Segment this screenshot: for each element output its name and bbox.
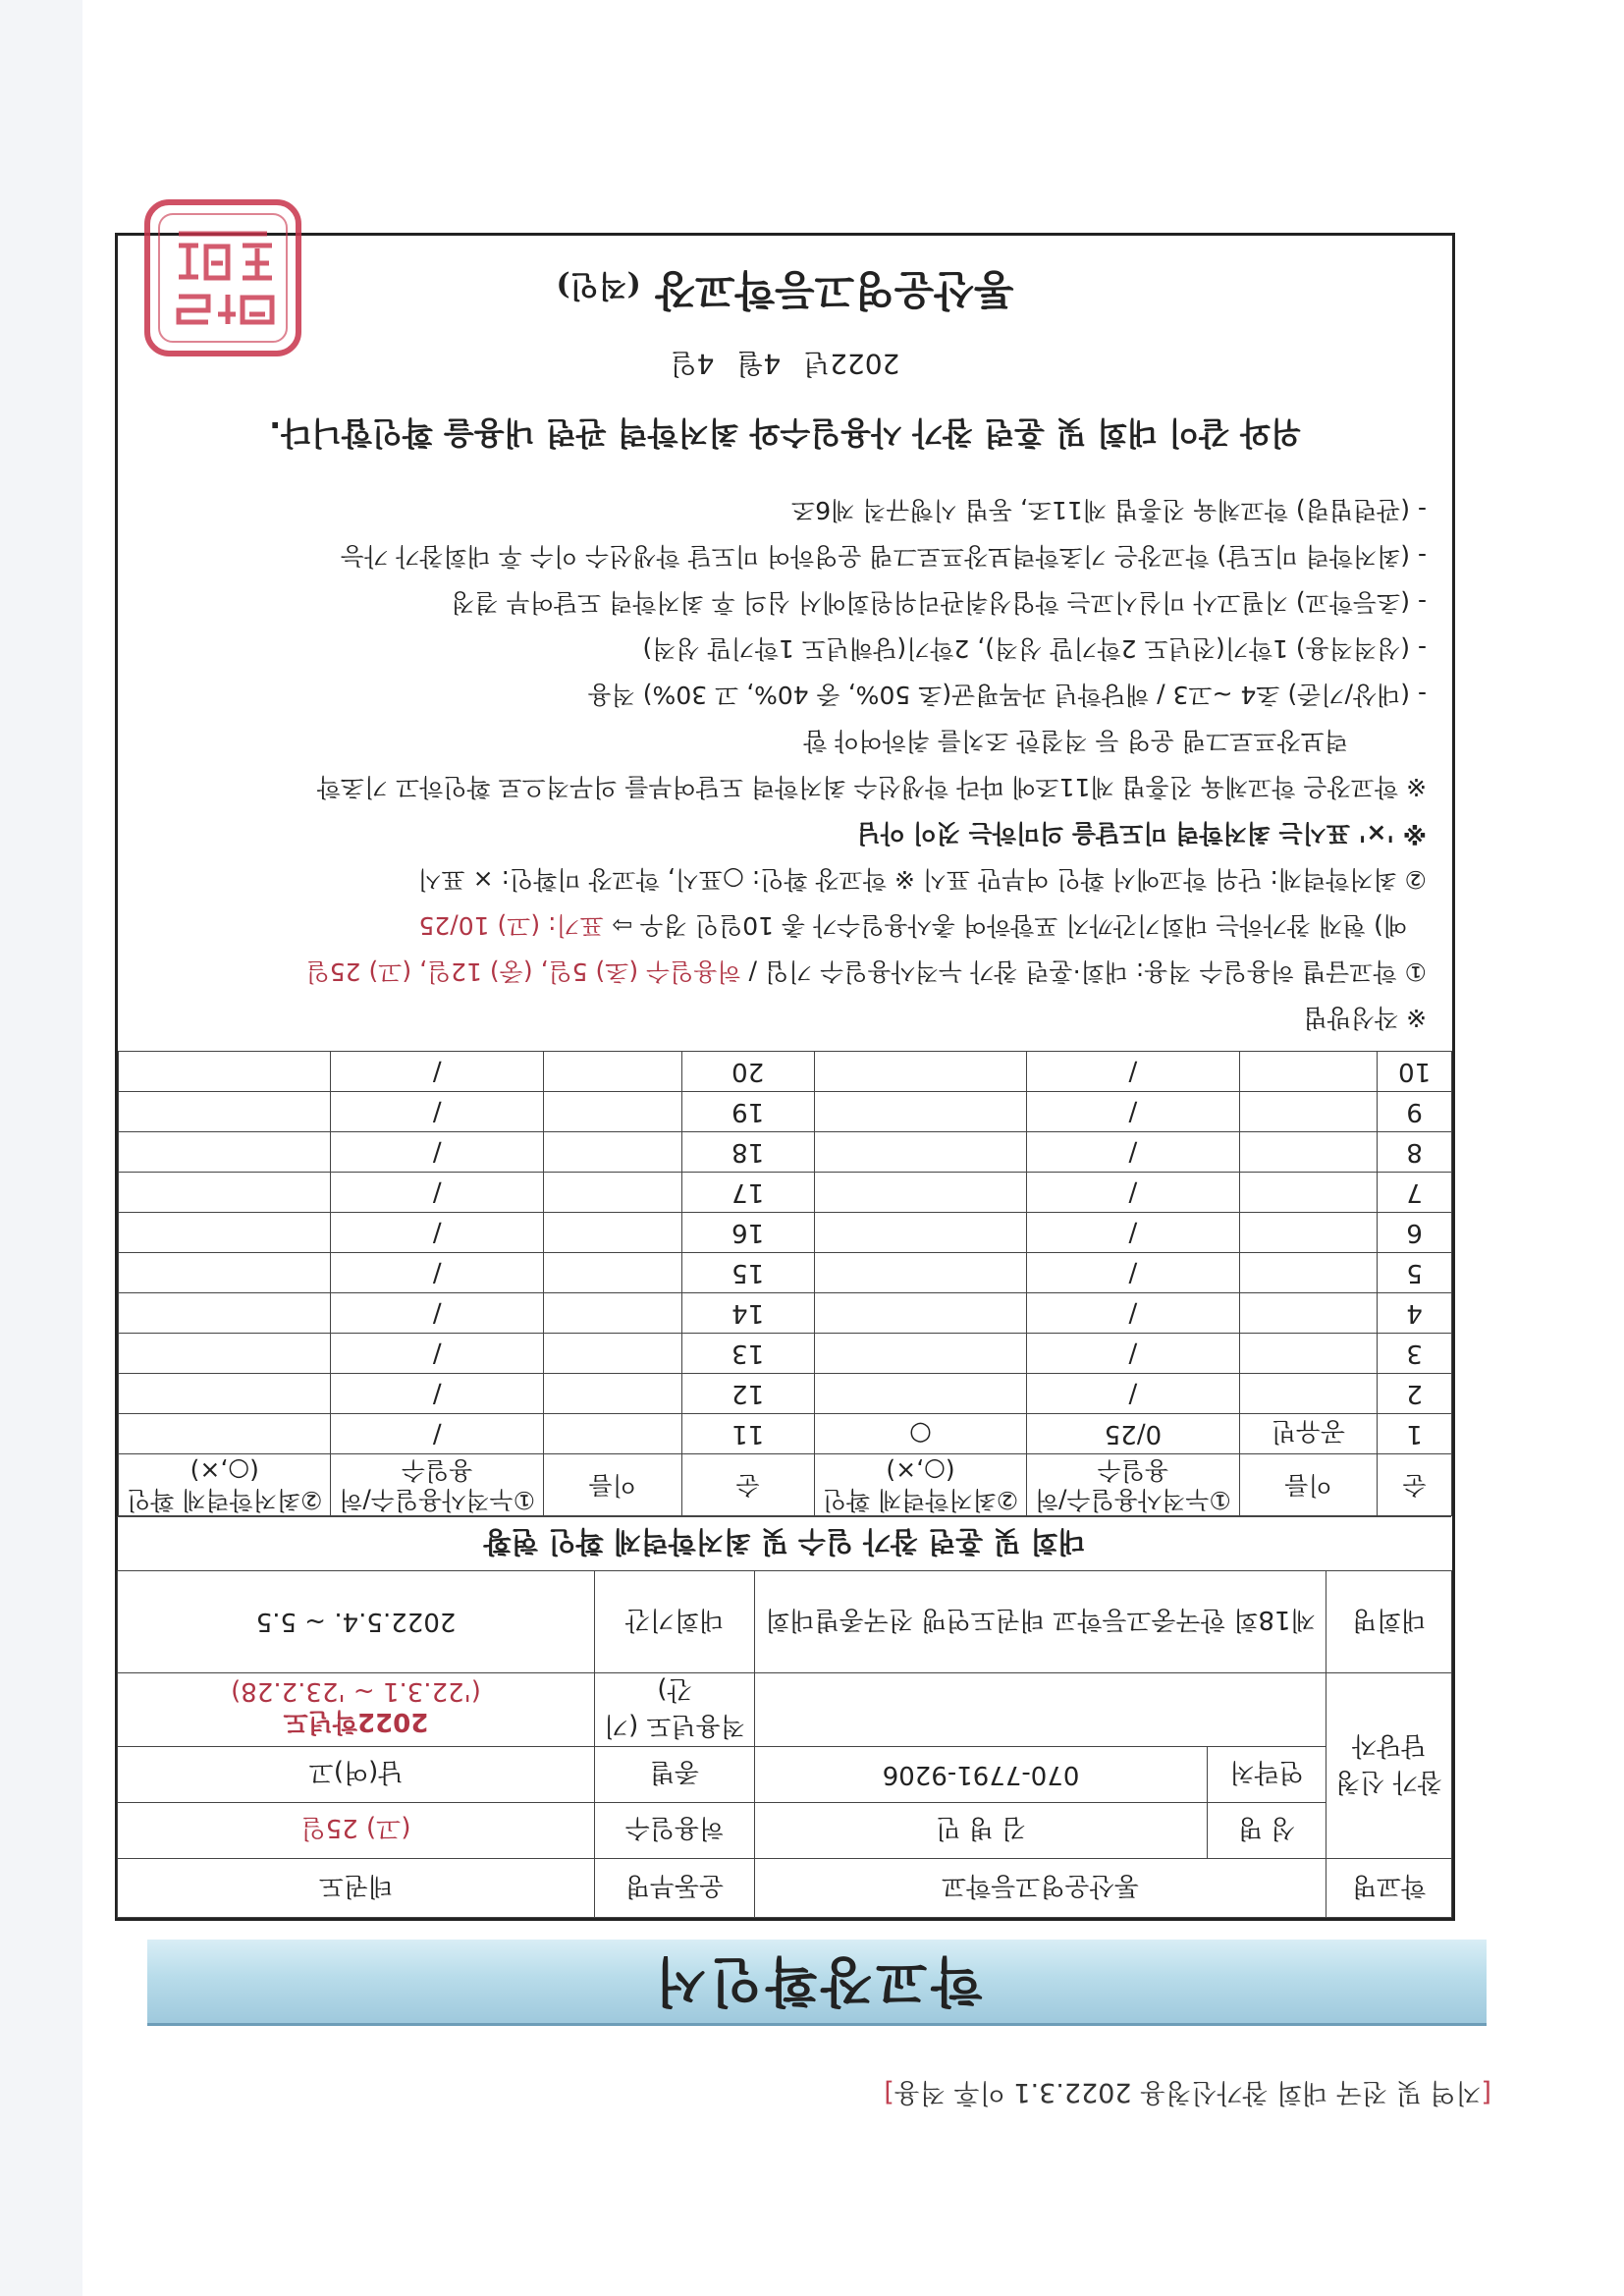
cell-days: / <box>331 1092 543 1132</box>
cell-name <box>543 1092 681 1132</box>
cell-check <box>814 1374 1026 1414</box>
event-label: 대회명 <box>1326 1571 1452 1673</box>
table-row <box>119 1414 1452 1454</box>
cell-check <box>119 1052 331 1092</box>
cell-name <box>1239 1092 1378 1132</box>
cell-no: 3 <box>1378 1334 1452 1374</box>
cell-check <box>119 1334 331 1374</box>
cell-days: / <box>331 1173 543 1213</box>
section-title: 대회 및 훈련 참가 일수 및 최저학력제 확인 현황 <box>118 1517 1452 1571</box>
document-type-text: 지역 및 전국 대회 참가신청용 2022.3.1 이후 적용 <box>893 2077 1482 2107</box>
table-row <box>119 1293 1452 1334</box>
allowed-value: (고) 25일 <box>118 1803 595 1859</box>
cell-days: / <box>331 1213 543 1253</box>
student-rows <box>119 1052 1452 1454</box>
cell-name <box>543 1374 681 1414</box>
cell-name <box>543 1253 681 1293</box>
cell-check <box>119 1374 331 1414</box>
page-title: 학교장확인서 <box>651 1950 983 2013</box>
cell-days: / <box>331 1052 543 1092</box>
cell-check: ○ <box>814 1414 1026 1454</box>
title-banner <box>147 1940 1487 2026</box>
col-no: 순 <box>1378 1454 1452 1516</box>
note-line: 력보장프로그램 운영 등 적절한 조치를 취하여야 함 <box>803 727 1348 755</box>
notes-section <box>118 487 1452 1051</box>
cell-days: / <box>1027 1052 1239 1092</box>
cell-days: / <box>1027 1374 1239 1414</box>
cell-days: / <box>1027 1173 1239 1213</box>
cell-no: 19 <box>681 1092 814 1132</box>
table-row <box>119 1374 1452 1414</box>
table-row <box>119 1253 1452 1293</box>
info-table <box>117 1516 1452 1918</box>
table-row <box>119 1173 1452 1213</box>
cell-name <box>1239 1253 1378 1293</box>
cell-name <box>543 1334 681 1374</box>
cell-name <box>1239 1213 1378 1253</box>
cell-check <box>119 1213 331 1253</box>
form-frame <box>115 233 1455 1921</box>
cell-check <box>119 1253 331 1293</box>
note-line: - (최저학력 미도달) 학교장은 기초학력보장프로그램 운영하여 미도달 학생선수 이수 후 대회참가 가능 <box>340 542 1427 571</box>
name-value: 김 병 민 <box>755 1803 1208 1859</box>
cell-days: / <box>331 1374 543 1414</box>
cell-check <box>814 1173 1026 1213</box>
cell-no: 5 <box>1378 1253 1452 1293</box>
note-line: - (초등학교) 지필고사 미실시교는 학업성취관리위원회에서 심의 후 최저학력 도달여부 결정 <box>451 588 1427 617</box>
cell-no: 12 <box>681 1374 814 1414</box>
cell-check <box>119 1293 331 1334</box>
official-seal-icon <box>139 194 306 361</box>
contact-value: 070-7791-9206 <box>755 1747 1208 1803</box>
table-row <box>119 1334 1452 1374</box>
cell-days: / <box>1027 1253 1239 1293</box>
cell-days: / <box>1027 1213 1239 1253</box>
cell-name <box>1239 1334 1378 1374</box>
note-line: ※ 학교장은 학교체육 진흥법 제11조에 따라 학생선수 최저학력 도달여부를 의무적으로 확인하고 기초학 <box>316 773 1427 801</box>
student-table <box>118 1051 1452 1516</box>
person-label: 참가 신청 담당자 <box>1326 1673 1452 1859</box>
cell-no: 2 <box>1378 1374 1452 1414</box>
type-label: 운동부명 <box>595 1859 755 1918</box>
cell-check <box>119 1414 331 1454</box>
col-days: ①누적사용일수/허용일수 <box>1027 1454 1239 1516</box>
cell-name <box>543 1052 681 1092</box>
cell-days: / <box>1027 1334 1239 1374</box>
cell-name <box>1239 1132 1378 1173</box>
school-label: 학교명 <box>1326 1859 1452 1918</box>
note-line: 예) 현재 참가하는 대회기간까지 포함하여 총사용일수가 총 10일인 경우 ⇨ 표기: (고) 10/25 <box>418 911 1407 940</box>
name-label: 성 명 <box>1208 1803 1326 1859</box>
contact-label: 연락처 <box>1208 1747 1326 1803</box>
note-line: ① 학교급별 허용일수 적용: 대회·훈련 참가 누적사용일수 기입 / 허용일수 (초) 5일, (중) 12일, (고) 25일 <box>305 957 1427 986</box>
note-line: - (관련법령) 학교체육 진흥법 제11조, 동법 시행규칙 제6조 <box>791 496 1427 524</box>
cell-check <box>119 1092 331 1132</box>
cell-no: 14 <box>681 1293 814 1334</box>
cell-days: / <box>1027 1132 1239 1173</box>
event-value: 제18회 한국중고등학교 태권도연맹 전국종별대회 <box>755 1571 1326 1673</box>
cell-days: 0/25 <box>1027 1414 1239 1454</box>
allowed-label: 허용일수 <box>595 1803 755 1859</box>
cell-check <box>814 1293 1026 1334</box>
cell-check <box>814 1253 1026 1293</box>
col-no: 순 <box>681 1454 814 1516</box>
col-name: 이름 <box>1239 1454 1378 1516</box>
cell-name <box>543 1414 681 1454</box>
cell-name: 공유빈 <box>1239 1414 1378 1454</box>
seal-mark: (직인) <box>556 268 641 302</box>
cell-name <box>1239 1052 1378 1092</box>
cell-no: 8 <box>1378 1132 1452 1173</box>
year-cell <box>118 1673 595 1747</box>
cell-no: 11 <box>681 1414 814 1454</box>
col-name: 이름 <box>543 1454 681 1516</box>
issue-date: 2022년 4월 4일 <box>670 348 900 380</box>
cell-name <box>1239 1173 1378 1213</box>
period-label: 대회기간 <box>595 1571 755 1673</box>
cell-no: 4 <box>1378 1293 1452 1334</box>
cell-name <box>1239 1293 1378 1334</box>
cell-no: 18 <box>681 1132 814 1173</box>
table-row <box>119 1052 1452 1092</box>
table-row <box>119 1132 1452 1173</box>
col-check: ②최저학력제 확인(○,×) <box>814 1454 1026 1516</box>
cell-days: / <box>331 1414 543 1454</box>
table-row <box>119 1092 1452 1132</box>
cell-no: 7 <box>1378 1173 1452 1213</box>
school-name: 통산운영고등학교 <box>755 1859 1326 1918</box>
cell-days: / <box>331 1334 543 1374</box>
cell-days: / <box>331 1293 543 1334</box>
cell-no: 6 <box>1378 1213 1452 1253</box>
table-row <box>119 1213 1452 1253</box>
period-value: 2022.5.4. ~ 5.5 <box>118 1571 595 1673</box>
note-line: ② 최저학력제: 단위 학교에서 확인 여부만 표시 ※ 학교장 확인: ○표시, 학교장 미확인: × 표시 <box>417 865 1427 894</box>
col-check: ②최저학력제 확인(○,×) <box>119 1454 331 1516</box>
cell-days: / <box>331 1253 543 1293</box>
gender-label: 종별 <box>595 1747 755 1803</box>
cell-no: 10 <box>1378 1052 1452 1092</box>
cell-days: / <box>1027 1092 1239 1132</box>
note-line: - (대상/기준) 초4 ~고3 / 해당학년 과목평균(초 50%, 중 40%, 고 30%) 적용 <box>587 681 1427 709</box>
cell-days: / <box>1027 1293 1239 1334</box>
cell-no: 1 <box>1378 1414 1452 1454</box>
cell-no: 16 <box>681 1213 814 1253</box>
cell-name <box>543 1213 681 1253</box>
cell-check <box>814 1334 1026 1374</box>
confirmation-statement: 위와 같이 대회 및 훈련 참가 사용일수와 최저학력 관련 내용을 확인합니다. <box>269 414 1301 452</box>
principal-signature <box>118 263 1452 322</box>
cell-check <box>814 1213 1026 1253</box>
col-days: ①누적사용일수/허용일수 <box>331 1454 543 1516</box>
cell-name <box>543 1293 681 1334</box>
cell-check <box>119 1132 331 1173</box>
note-line: - (성적적용) 1학기(전년도 2학기말 성적), 2학기(당해년도 1학기말 성적) <box>642 634 1427 663</box>
gender-value: 남(여)고 <box>118 1747 595 1803</box>
year-label: 적용년도 (기간) <box>595 1673 755 1747</box>
note-line: ※ '×' 표시는 최저학력 미도달을 의미하는 것이 아님 <box>856 819 1427 847</box>
document-type-label: [지역 및 전국 대회 참가신청용 2022.3.1 이후 적용] <box>884 2077 1491 2107</box>
year-period: ('22.3.1 ~ '23.2.28) <box>231 1676 481 1707</box>
cell-no: 9 <box>1378 1092 1452 1132</box>
scan-edge <box>0 0 82 2296</box>
cell-no: 20 <box>681 1052 814 1092</box>
year-value: 2022학년도 <box>283 1707 429 1737</box>
cell-name <box>1239 1374 1378 1414</box>
cell-days: / <box>331 1132 543 1173</box>
cell-no: 17 <box>681 1173 814 1213</box>
cell-check <box>814 1052 1026 1092</box>
cell-no: 15 <box>681 1253 814 1293</box>
cell-check <box>814 1132 1026 1173</box>
cell-name <box>543 1173 681 1213</box>
cell-check <box>119 1173 331 1213</box>
notes-heading: ※ 작성방법 <box>1303 1004 1427 1032</box>
cell-check <box>814 1092 1026 1132</box>
cell-no: 13 <box>681 1334 814 1374</box>
cell-name <box>543 1132 681 1173</box>
principal-name: 통산운영고등학교장 <box>655 266 1014 314</box>
type-value: 테권도 <box>118 1859 595 1918</box>
